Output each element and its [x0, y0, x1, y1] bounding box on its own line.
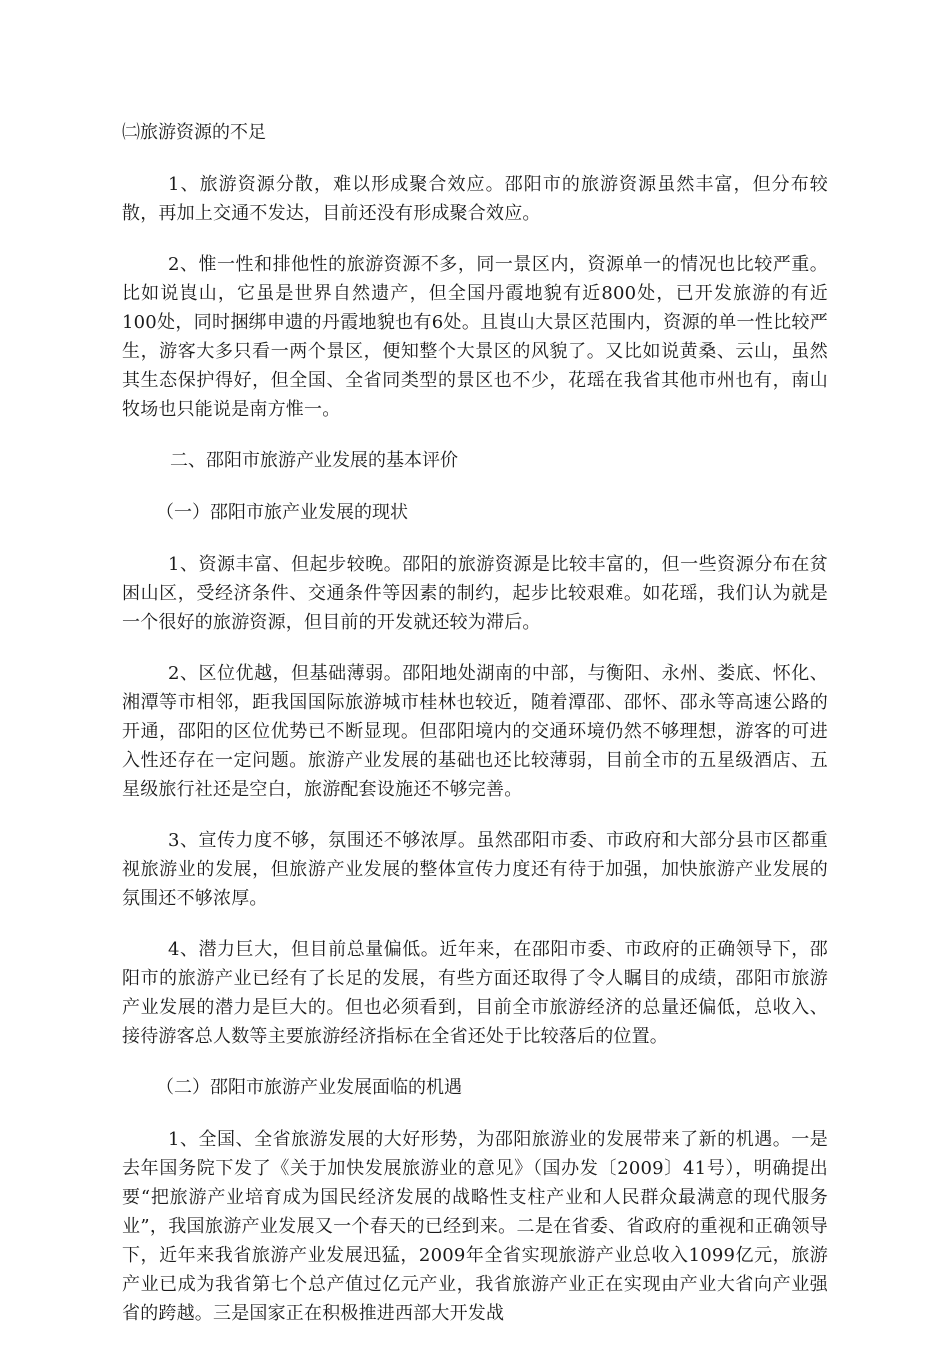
paragraph-national-trend: 1、全国、全省旅游发展的大好形势，为邵阳旅游业的发展带来了新的机遇。一是去年国务院下发了《关于加快发展旅游业的意见》（国办发〔2009〕41号），明确提出要“把旅游产业培育成为国民经济发展的战略性支柱产业和人民群众最满意的现代服务业”，我国旅游产业发展又一个春天的已经到来。二是在省委、省政府的重视和正确领导下，近年来我省旅游产业发展迅猛，2009年全省实现旅游产业总收入1099亿元，旅游产业已成为我省第七个总产值过亿元产业，我省旅游产业正在实现由产业大省向产业强省的跨越。三是国家正在积极推进西部大开发战: [122, 1129, 828, 1324]
subsection-heading-opportunities: （二）邵阳市旅游产业发展面临的机遇: [156, 1077, 462, 1098]
document-body: [122, 118, 828, 1350]
paragraph-location: 2、区位优越，但基础薄弱。邵阳地处湖南的中部，与衡阳、永州、娄底、怀化、湘潭等市相邻，距我国国际旅游城市桂林也较近，随着潭邵、邵怀、邵永等高速公路的开通，邵阳的区位优势已不断显现。但邵阳境内的交通环境仍然不够理想，游客的可进入性还存在一定问题。旅游产业发展的基础也还比较薄弱，目前全市的五星级酒店、五星级旅行社还是空白，旅游配套设施还不够完善。: [122, 663, 828, 800]
paragraph-rich-resources: 1、资源丰富、但起步较晚。邵阳的旅游资源是比较丰富的，但一些资源分布在贫困山区，受经济条件、交通条件等因素的制约，起步比较艰难。如花瑶，我们认为就是一个很好的旅游资源，但目前的开发就还较为滞后。: [122, 554, 828, 633]
section-heading-evaluation: 二、邵阳市旅游产业发展的基本评价: [170, 450, 458, 471]
section-heading-resource-shortage: ㈡旅游资源的不足: [122, 122, 266, 143]
paragraph-potential: 4、潜力巨大，但目前总量偏低。近年来，在邵阳市委、市政府的正确领导下，邵阳市的旅游产业已经有了长足的发展，有些方面还取得了令人瞩目的成绩，邵阳市旅游产业发展的潜力是巨大的。但也必须看到，目前全市旅游经济的总量还偏低，总收入、接待游客总人数等主要旅游经济指标在全省还处于比较落后的位置。: [122, 939, 828, 1047]
paragraph-publicity: 3、宣传力度不够，氛围还不够浓厚。虽然邵阳市委、市政府和大部分县市区都重视旅游业的发展，但旅游产业发展的整体宣传力度还有待于加强，加快旅游产业发展的氛围还不够浓厚。: [122, 830, 828, 909]
paragraph-scattered-resources: 1、旅游资源分散，难以形成聚合效应。邵阳市的旅游资源虽然丰富，但分布较散，再加上交通不发达，目前还没有形成聚合效应。: [122, 174, 828, 224]
paragraph-unique-resources: 2、惟一性和排他性的旅游资源不多，同一景区内，资源单一的情况也比较严重。比如说崀山，它虽是世界自然遗产，但全国丹霞地貌有近800处，已开发旅游的有近100处，同时捆绑申遗的丹霞地貌也有6处。且崀山大景区范围内，资源的单一性比较严生，游客大多只看一两个景区，便知整个大景区的风貌了。又比如说黄桑、云山，虽然其生态保护得好，但全国、全省同类型的景区也不少，花瑶在我省其他市州也有，南山牧场也只能说是南方惟一。: [122, 254, 828, 420]
subsection-heading-current-status: （一）邵阳市旅产业发展的现状: [156, 502, 408, 523]
